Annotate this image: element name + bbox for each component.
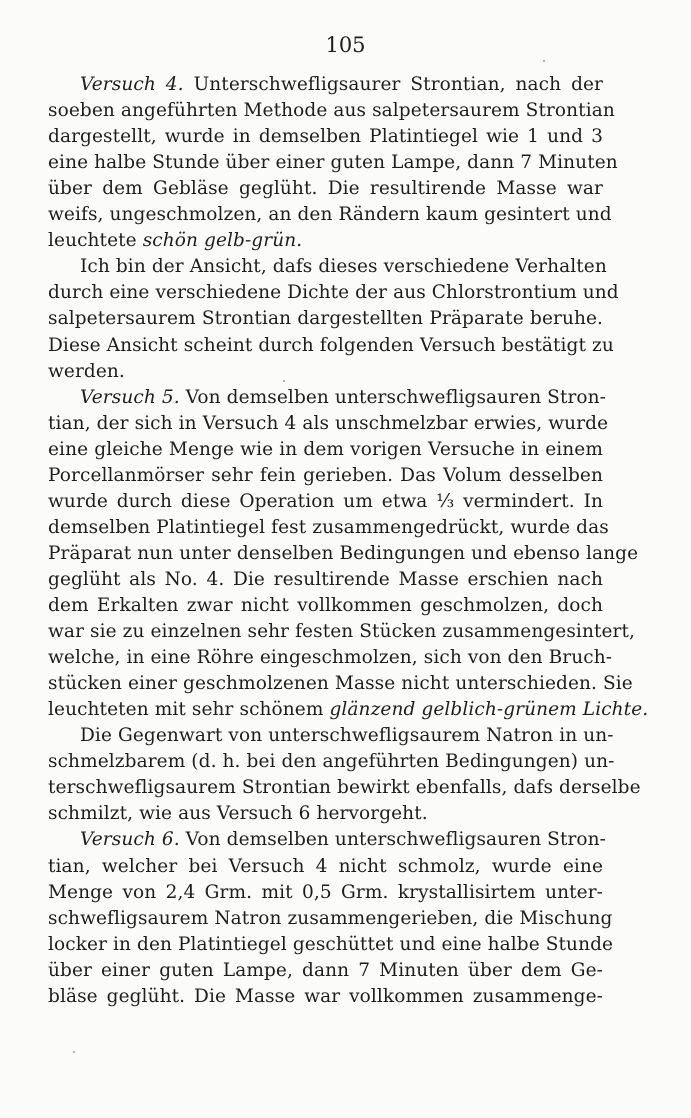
text-line <box>80 254 607 280</box>
text-segment: dem Erkalten zwar nicht vollkommen geschmolzen, doch <box>48 595 603 616</box>
text-line <box>48 359 603 385</box>
text-line <box>48 906 613 932</box>
text-segment: Porcellanmörser sehr fein gerieben. Das Volum desselben <box>48 464 603 486</box>
text-line <box>48 645 613 671</box>
text-line <box>48 541 639 567</box>
text-segment: demselben Platintiegel fest zusammengedrückt, wurde das <box>48 516 609 538</box>
text-segment: tian, der sich in Versuch 4 als unschmelzbar erwies, wurde <box>48 412 609 434</box>
text-line <box>48 280 619 306</box>
text-line <box>48 228 603 254</box>
text-segment: Von demselben unterschwefligsauren Stron- <box>179 829 607 851</box>
text-segment: welche, in eine Röhre eingeschmolzen, sich von den Bruch- <box>48 647 613 669</box>
text-segment: stücken einer geschmolzenen Masse nicht unterschieden. Sie <box>48 673 633 695</box>
text-segment: dargestellt, wurde in demselben Platintiegel wie 1 und 3 <box>48 126 603 148</box>
scan-speck <box>73 1051 75 1053</box>
text-line <box>48 697 649 723</box>
text-segment: leuchtete <box>48 230 143 252</box>
text-line <box>48 306 603 332</box>
text-line <box>48 437 603 463</box>
text-segment: schmilzt, wie aus Versuch 6 hervorgeht. <box>48 803 428 825</box>
italic-text-segment: Versuch 5. <box>80 386 180 408</box>
text-segment: Von demselben unterschwefligsauren Stron- <box>179 386 607 408</box>
text-segment: Präparat nun unter denselben Bedingungen und ebenso lange <box>48 542 639 564</box>
text-segment: war sie zu einzelnen sehr festen Stücken zusammengesintert, <box>48 621 635 643</box>
text-line <box>48 463 603 489</box>
text-segment: leuchteten mit sehr schönem <box>48 699 330 721</box>
text-line <box>80 827 607 853</box>
page-number: 105 <box>325 33 366 57</box>
scan-speck <box>283 380 285 382</box>
scan-speck <box>543 60 545 62</box>
text-line <box>48 932 614 958</box>
text-line <box>48 854 603 880</box>
text-line <box>48 801 603 827</box>
text-line <box>48 593 603 619</box>
text-segment: eine halbe Stunde über einer guten Lampe, dann 7 Minuten <box>48 152 618 174</box>
text-segment: über einer guten Lampe, dann 7 Minuten über dem Ge- <box>48 959 603 981</box>
text-segment: durch eine verschiedene Dichte der aus Chlorstrontium und <box>48 282 619 304</box>
text-line <box>80 72 603 98</box>
text-segment: soeben angeführten Methode aus salpetersaurem Strontian <box>48 100 615 122</box>
italic-text-segment: glänzend gelblich-grünem Lichte. <box>329 699 649 721</box>
text-segment: schmelzbarem (d. h. bei den angeführten Bedingungen) un- <box>48 751 615 773</box>
text-line <box>48 567 603 593</box>
text-segment: schwefligsaurem Natron zusammengerieben, die Mischung <box>48 907 613 929</box>
text-line <box>48 202 612 228</box>
text-segment: weifs, ungeschmolzen, an den Rändern kaum gesintert und <box>48 204 612 226</box>
text-line <box>48 150 618 176</box>
text-line <box>48 880 603 906</box>
text-segment: Diese Ansicht scheint durch folgenden Versuch bestätigt zu <box>48 334 614 356</box>
text-segment: locker in den Platintiegel geschüttet und eine halbe Stunde <box>48 933 614 955</box>
text-line <box>48 124 603 150</box>
text-segment: eine gleiche Menge wie in dem vorigen Versuche in einem <box>48 438 603 460</box>
text-line <box>48 515 609 541</box>
text-segment: bläse geglüht. Die Masse war vollkommen zusammenge- <box>48 985 603 1007</box>
text-line <box>48 619 635 645</box>
text-line <box>48 958 603 984</box>
text-segment: Menge von 2,4 Grm. mit 0,5 Grm. krystallisirtem unter- <box>48 881 603 903</box>
italic-text-segment: Versuch 6. <box>80 829 180 851</box>
text-segment: tian, welcher bei Versuch 4 nicht schmolz, wurde eine <box>48 855 603 877</box>
italic-text-segment: Versuch 4. <box>80 74 184 95</box>
italic-text-segment: schön gelb-grün. <box>142 230 303 252</box>
text-line <box>80 385 607 411</box>
text-segment: wurde durch diese Operation um etwa ⅓ vermindert. In <box>48 490 603 512</box>
text-segment: terschwefligsaurem Strontian bewirkt ebenfalls, dafs derselbe <box>48 777 641 799</box>
text-line <box>48 749 615 775</box>
text-segment: über dem Gebläse geglüht. Die resultirende Masse war <box>48 178 603 200</box>
text-line <box>48 671 633 697</box>
text-segment: werden. <box>48 360 125 382</box>
text-segment: Die Gegenwart von unterschwefligsaurem Natron in un- <box>80 725 614 747</box>
text-line <box>48 775 641 801</box>
text-segment: Unterschwefligsaurer Strontian, nach der <box>183 74 604 95</box>
text-line <box>80 723 614 749</box>
text-line <box>48 984 603 1010</box>
text-line <box>48 176 603 202</box>
text-segment: salpetersaurem Strontian dargestellten Präparate beruhe. <box>48 308 603 330</box>
text-line <box>48 489 603 515</box>
text-line <box>48 411 609 437</box>
text-segment: Ich bin der Ansicht, dafs dieses verschiedene Verhalten <box>80 256 607 278</box>
text-segment: geglüht als No. 4. Die resultirende Masse erschien nach <box>48 568 603 590</box>
text-line <box>48 333 614 359</box>
text-line <box>48 98 615 124</box>
